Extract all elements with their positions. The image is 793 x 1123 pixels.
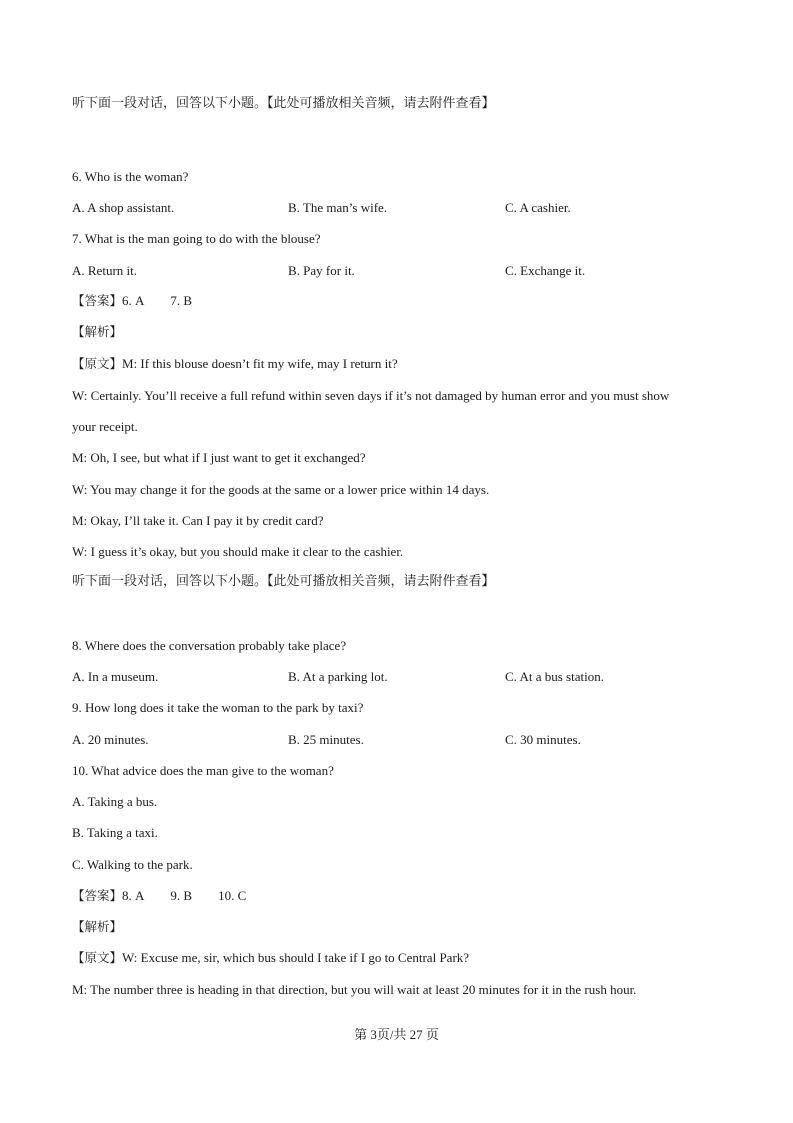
question-stem: 10. What advice does the man give to the woman? — [72, 763, 334, 778]
question-stem: 8. Where does the conversation probably take place? — [72, 638, 347, 653]
section-instruction: 听下面一段对话，回答以下小题。【此处可播放相关音频，请去附件查看】 — [72, 96, 495, 111]
question-stem: 7. What is the man going to do with the blouse? — [72, 231, 321, 246]
answer-line — [72, 888, 246, 904]
analysis-label: 【解析】 — [72, 324, 123, 339]
transcript-line — [72, 950, 469, 966]
option-b: B. Pay for it. — [288, 263, 355, 278]
answer-label: 【答案】 — [72, 293, 123, 308]
option-c: C. Exchange it. — [505, 263, 586, 278]
option-c: C. A cashier. — [505, 200, 571, 215]
question-stem: 6. Who is the woman? — [72, 169, 189, 184]
option-b: B. Taking a taxi. — [72, 825, 158, 840]
transcript-line — [72, 356, 398, 372]
transcript-line: M: Okay, I’ll take it. Can I pay it by credit card? — [72, 513, 324, 528]
answer-label: 【答案】 — [72, 888, 123, 903]
option-b: B. At a parking lot. — [288, 669, 388, 684]
transcript-line: W: I guess it’s okay, but you should make it clear to the cashier. — [72, 544, 404, 559]
answer-line — [72, 293, 192, 309]
answer-value: 6. A — [122, 293, 145, 308]
analysis-label: 【解析】 — [72, 919, 123, 934]
transcript-line: your receipt. — [72, 419, 138, 434]
option-a: A. 20 minutes. — [72, 732, 149, 747]
transcript-line: W: Certainly. You’ll receive a full refund within seven days if it’s not damaged by human error and you must show — [72, 388, 670, 403]
option-c: C. 30 minutes. — [505, 732, 581, 747]
transcript-text: W: Excuse me, sir, which bus should I take if I go to Central Park? — [122, 950, 470, 965]
transcript-line: M: The number three is heading in that direction, but you will wait at least 20 minutes for it in the rush hour. — [72, 982, 637, 997]
section-instruction: 听下面一段对话，回答以下小题。【此处可播放相关音频，请去附件查看】 — [72, 574, 495, 589]
option-b: B. 25 minutes. — [288, 732, 364, 747]
answer-value: 8. A — [122, 888, 145, 903]
transcript-text: M: If this blouse doesn’t fit my wife, may I return it? — [122, 356, 398, 371]
page-footer: 第 3页/共 27 页 — [354, 1027, 439, 1042]
option-a: A. Return it. — [72, 263, 137, 278]
option-a: A. In a museum. — [72, 669, 159, 684]
transcript-label: 【原文】 — [72, 356, 123, 371]
option-b: B. The man’s wife. — [288, 200, 388, 215]
option-a: A. Taking a bus. — [72, 794, 158, 809]
transcript-line: W: You may change it for the goods at the same or a lower price within 14 days. — [72, 482, 490, 497]
transcript-line: M: Oh, I see, but what if I just want to get it exchanged? — [72, 450, 366, 465]
transcript-label: 【原文】 — [72, 950, 123, 965]
option-c: C. At a bus station. — [505, 669, 604, 684]
question-stem: 9. How long does it take the woman to the park by taxi? — [72, 700, 364, 715]
answer-value: 10. C — [218, 888, 247, 903]
option-c: C. Walking to the park. — [72, 857, 193, 872]
option-a: A. A shop assistant. — [72, 200, 175, 215]
answer-value: 9. B — [170, 888, 193, 903]
answer-value: 7. B — [170, 293, 193, 308]
